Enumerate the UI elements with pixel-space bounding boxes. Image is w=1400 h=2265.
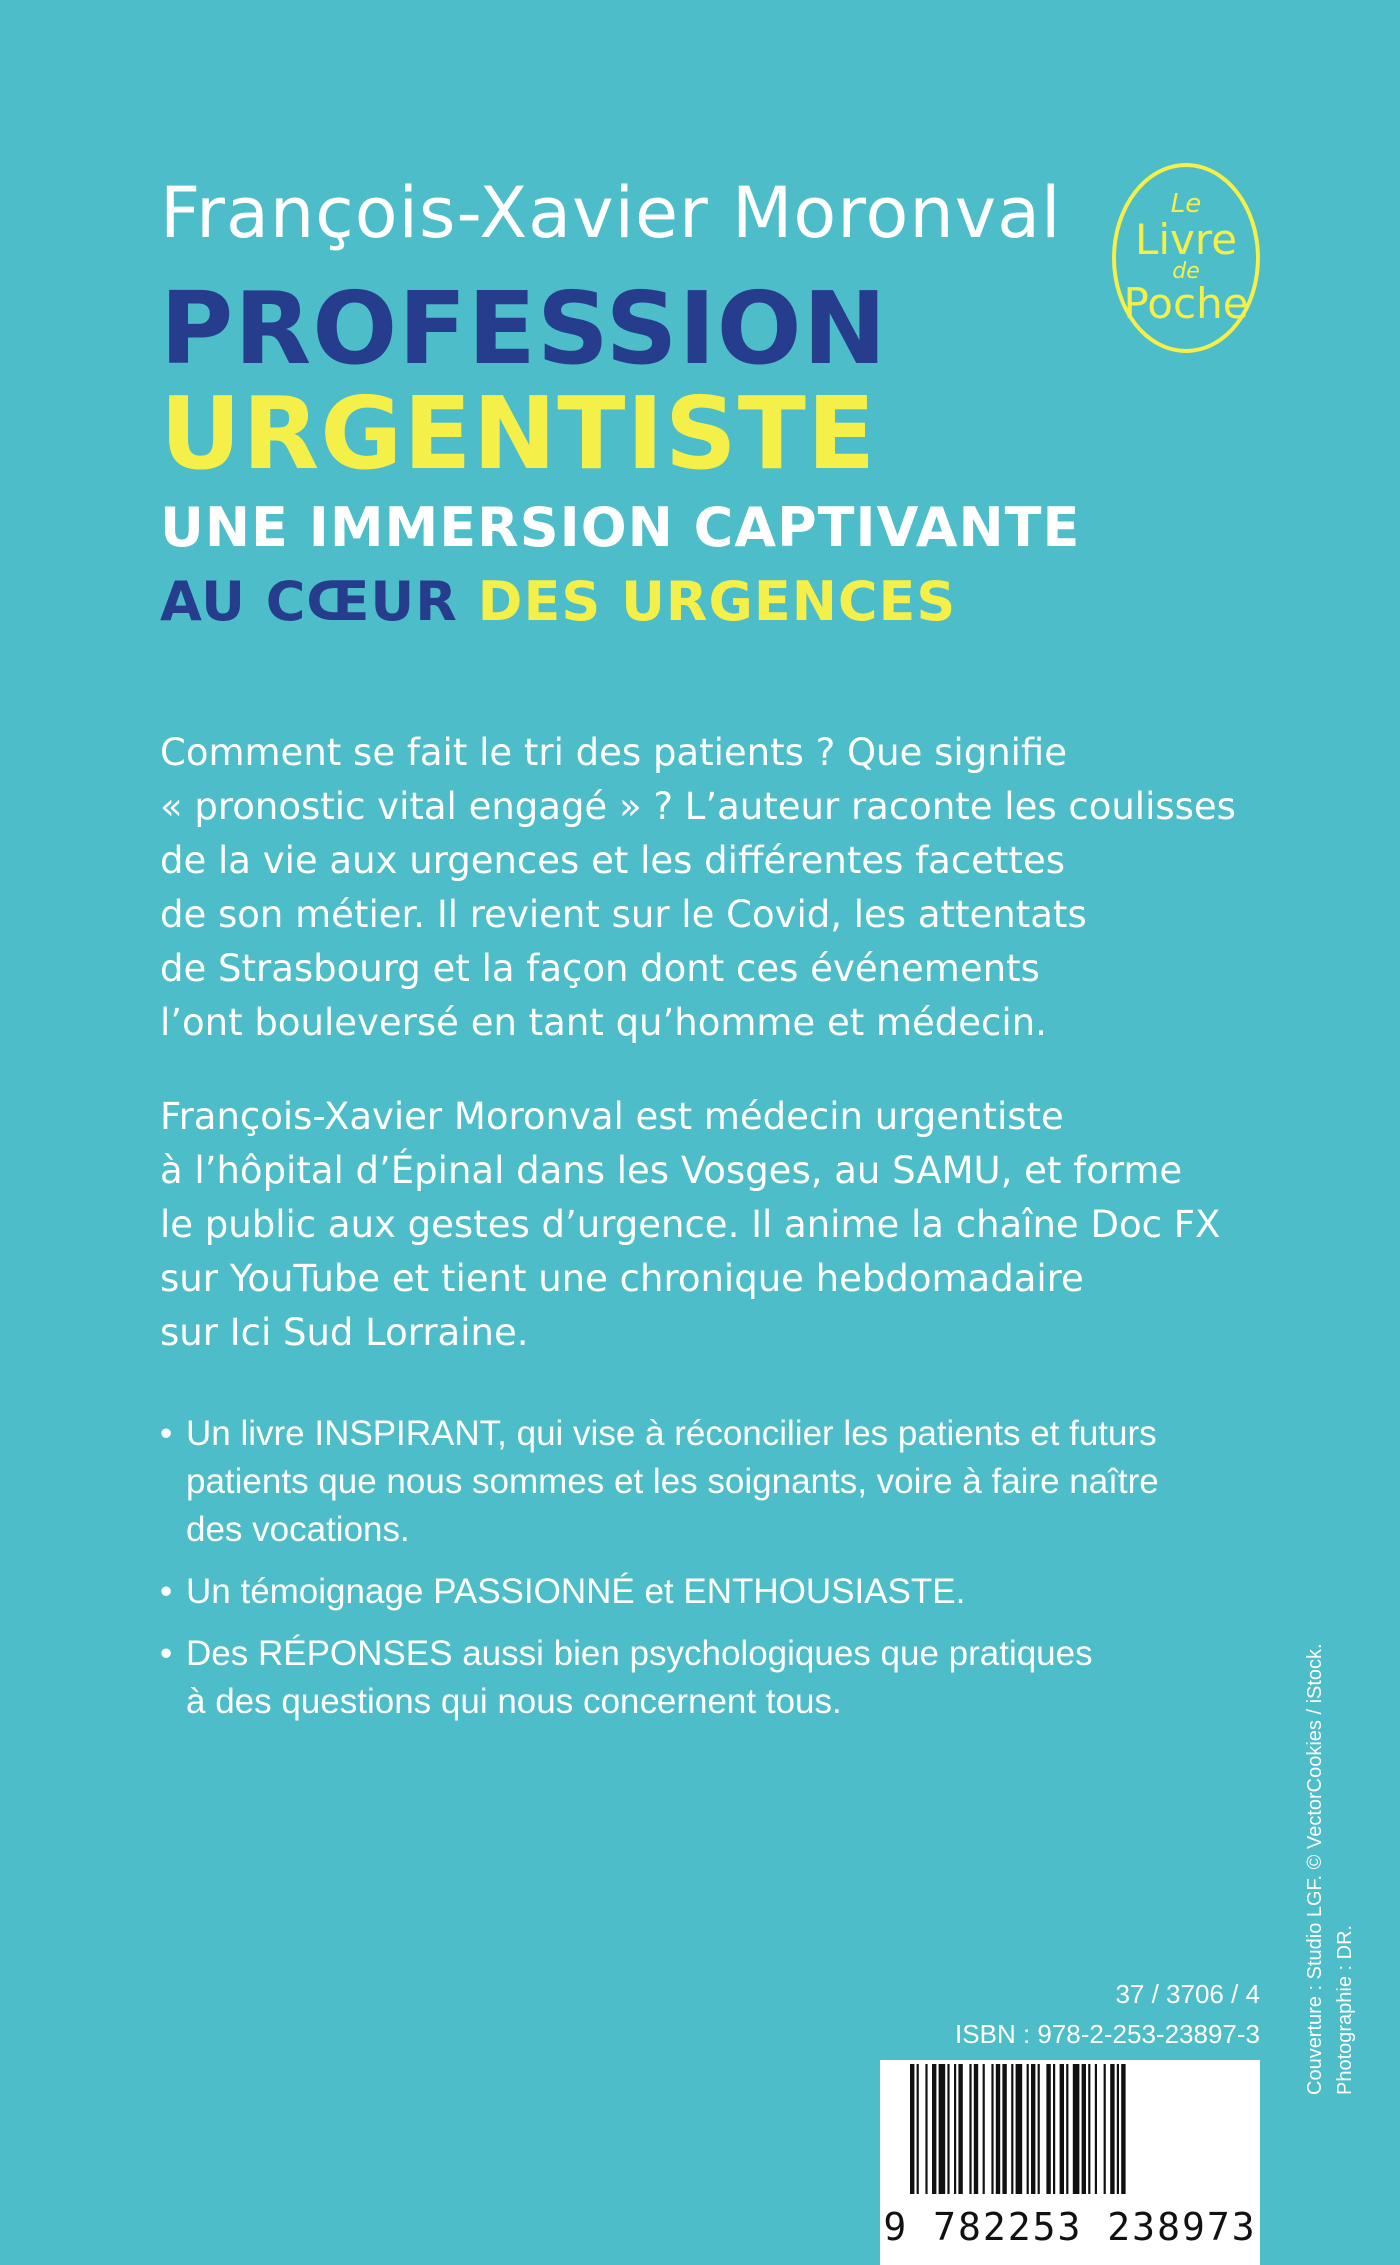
barcode-bar	[947, 2064, 949, 2194]
barcode-bar	[983, 2064, 985, 2194]
photo-credits	[1300, 1643, 1360, 2095]
bullet-line: Un livre INSPIRANT, qui vise à réconcilier les patients et futurs	[186, 1414, 1157, 1453]
logo-livre: Livre	[1134, 215, 1238, 264]
barcode-bar	[925, 2064, 927, 2194]
barcode-bar	[917, 2064, 919, 2194]
title-line-1: PROFESSION	[160, 270, 888, 387]
barcode-bars	[890, 2064, 1250, 2204]
barcode-bar	[910, 2064, 914, 2194]
barcode-bar	[1027, 2064, 1029, 2194]
paragraph-line: l’ont bouleversé en tant qu’homme et médecin.	[160, 1001, 1047, 1044]
highlights-list	[160, 1410, 1159, 1740]
isbn: ISBN : 978-2-253-23897-3	[955, 2019, 1260, 2049]
barcode-bar	[954, 2064, 956, 2194]
description-paragraph-1	[160, 726, 1240, 1050]
bullet-marker: •	[160, 1414, 173, 1453]
paragraph-line: sur YouTube et tient une chronique hebdomadaire	[160, 1257, 1084, 1300]
bullet-line: à des questions qui nous concernent tous.	[186, 1682, 842, 1721]
barcode-bar	[1121, 2064, 1125, 2194]
barcode-bar	[1016, 2064, 1023, 2194]
barcode-bar	[1088, 2064, 1090, 2194]
barcode-bar	[991, 2064, 993, 2194]
bullet-line: patients que nous sommes et les soignants, voire à faire naître	[186, 1462, 1159, 1501]
bullet-line: Un témoignage PASSIONNÉ et ENTHOUSIASTE.	[186, 1572, 966, 1611]
paragraph-line: « pronostic vital engagé » ? L’auteur raconte les coulisses	[160, 785, 1236, 828]
barcode-bar	[1038, 2064, 1040, 2194]
paragraph-line: de son métier. Il revient sur le Covid, les attentats	[160, 893, 1087, 936]
barcode-bar	[1053, 2064, 1055, 2194]
subtitle-line-2	[160, 570, 956, 633]
bullet-line: Des RÉPONSES aussi bien psychologiques que pratiques	[186, 1634, 1093, 1673]
barcode-number: 9 782253 238973	[883, 2205, 1257, 2249]
barcode-bar	[996, 2064, 1000, 2194]
author-name: François-Xavier Moronval	[160, 172, 1062, 254]
barcode-bar	[958, 2064, 962, 2194]
book-codes	[955, 1974, 1260, 2054]
list-item	[160, 1410, 1159, 1554]
paragraph-line: sur Ici Sud Lorraine.	[160, 1311, 529, 1354]
bullet-line: des vocations.	[186, 1510, 410, 1549]
subtitle-part-1: AU CŒUR	[160, 570, 458, 633]
list-item	[160, 1568, 1159, 1616]
barcode-bar	[939, 2064, 946, 2194]
barcode-bar	[969, 2064, 971, 2194]
barcode	[880, 2060, 1260, 2265]
subtitle-line-1: UNE IMMERSION CAPTIVANTE	[160, 496, 1081, 559]
barcode-bar	[1117, 2064, 1119, 2194]
paragraph-line: de Strasbourg et la façon dont ces événements	[160, 947, 1040, 990]
credits-line-2: Photographie : DR.	[1334, 1924, 1356, 2095]
credits-line-1: Couverture : Studio LGF. © VectorCookies / iStock.	[1304, 1643, 1326, 2095]
barcode-bar	[1095, 2064, 1097, 2194]
publisher-logo	[1112, 163, 1260, 353]
barcode-bar	[1002, 2064, 1006, 2194]
barcode-bar	[1066, 2064, 1068, 2194]
paragraph-line: François-Xavier Moronval est médecin urgentiste	[160, 1095, 1064, 1138]
reference-code: 37 / 3706 / 4	[1115, 1979, 1260, 2009]
barcode-bar	[974, 2064, 978, 2194]
bullet-marker: •	[160, 1572, 173, 1611]
barcode-bar	[1046, 2064, 1050, 2194]
paragraph-line: le public aux gestes d’urgence. Il anime la chaîne Doc FX	[160, 1203, 1221, 1246]
paragraph-line: à l’hôpital d’Épinal dans les Vosges, au SAMU, et forme	[160, 1149, 1183, 1192]
list-item	[160, 1630, 1159, 1726]
description-paragraph-2	[160, 1090, 1240, 1360]
barcode-bar	[1073, 2064, 1080, 2194]
barcode-bar	[1011, 2064, 1013, 2194]
barcode-bar	[1082, 2064, 1086, 2194]
subtitle-part-2: DES URGENCES	[477, 570, 957, 633]
bullet-marker: •	[160, 1634, 173, 1673]
logo-le: Le	[1170, 189, 1202, 219]
barcode-bar	[932, 2064, 936, 2194]
logo-de: de	[1172, 259, 1200, 284]
logo-poche: Poche	[1123, 279, 1249, 328]
title-line-2: URGENTISTE	[160, 375, 877, 492]
barcode-bar	[1031, 2064, 1035, 2194]
barcode-bar	[1060, 2064, 1064, 2194]
paragraph-line: Comment se fait le tri des patients ? Que signifie	[160, 731, 1067, 774]
barcode-bar	[1110, 2064, 1114, 2194]
paragraph-line: de la vie aux urgences et les différentes facettes	[160, 839, 1065, 882]
barcode-bar	[1104, 2064, 1106, 2194]
